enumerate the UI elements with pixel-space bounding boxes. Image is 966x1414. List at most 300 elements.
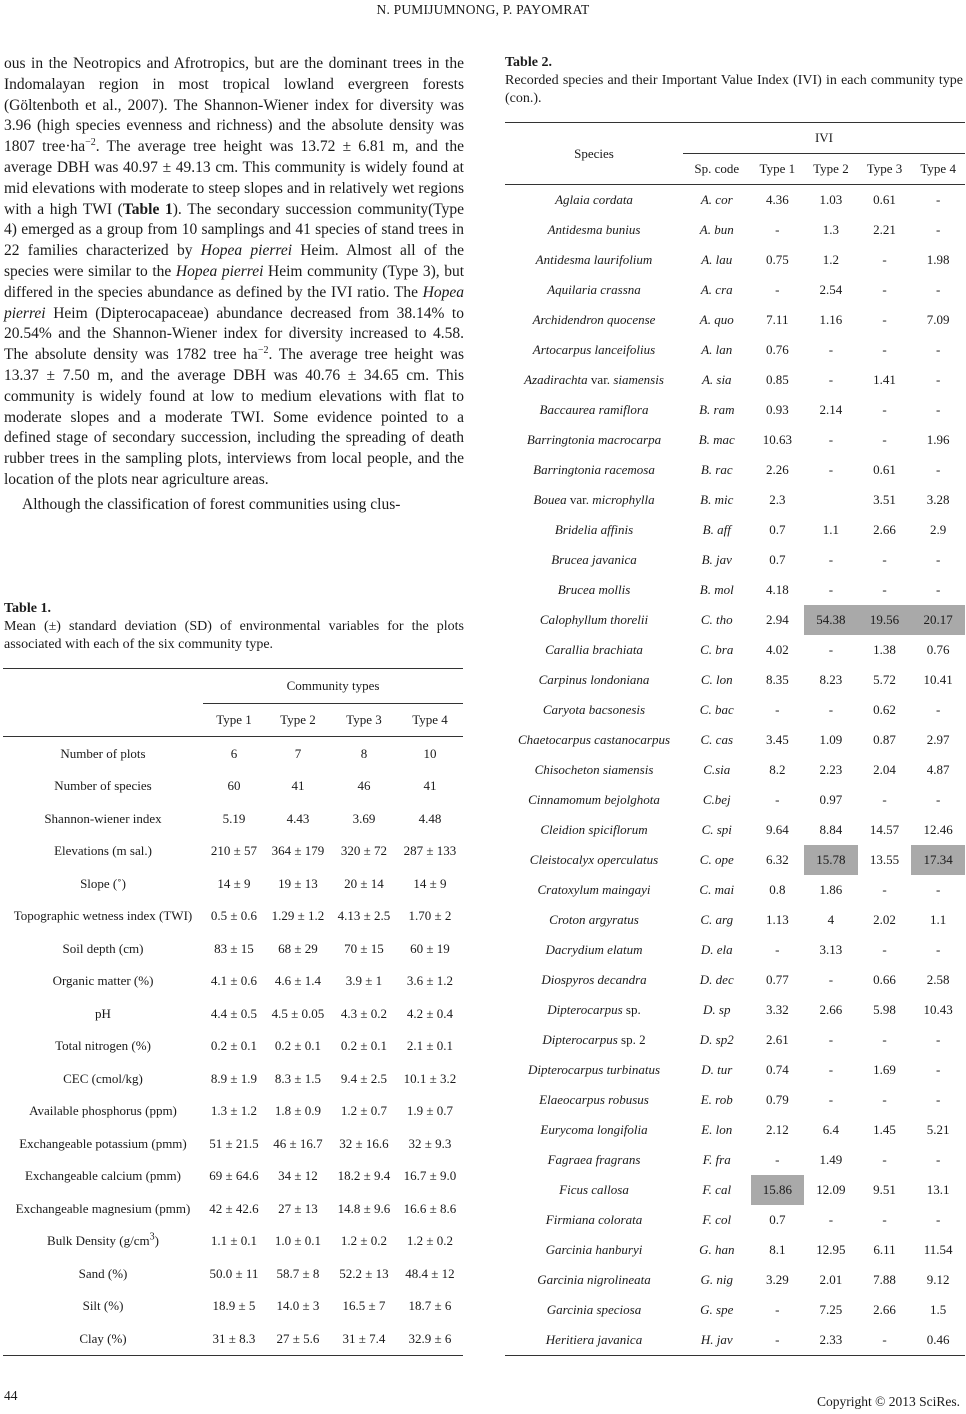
table1-row — [3, 1192, 463, 1225]
table2-row — [505, 245, 965, 275]
table1-group-header: Community types — [203, 669, 463, 704]
table1-value-cell: 16.5 ± 7 — [342, 1298, 386, 1314]
table2-species-cell — [505, 515, 683, 545]
table2-species-cell — [505, 1055, 683, 1085]
table2-label: Table 2. — [505, 55, 552, 70]
table2-code-cell: B. aff — [702, 522, 731, 537]
table2-ivi-cell: 9.51 — [873, 1182, 896, 1197]
table1-body — [3, 737, 463, 1356]
table2-ivi-cell: - — [882, 792, 887, 807]
table1 — [3, 668, 463, 1356]
table2-species-cell — [505, 695, 683, 725]
table2-code-cell: C. lon — [700, 672, 733, 687]
table2-ivi-cell: 11.54 — [923, 1242, 953, 1257]
table2-species-cell — [505, 605, 683, 635]
table2-species-name: var. — [566, 492, 593, 507]
table1-value-cell: 14 ± 9 — [413, 875, 447, 891]
table2-ivi-cell: - — [882, 1092, 887, 1107]
table2-species-name: Cinnamomum bejolghota — [528, 792, 660, 807]
table2-species-name: Fagraea fragrans — [547, 1152, 641, 1167]
table1-value-cell: 16.7 ± 9.0 — [403, 1168, 457, 1184]
table1-value-cell: 320 ± 72 — [340, 843, 388, 859]
table2-species-name: Heritiera javanica — [545, 1332, 643, 1347]
table1-variable-cell — [3, 997, 203, 1030]
table1-value-cell: 5.19 — [222, 810, 246, 826]
table2-ivi-cell: 8.35 — [765, 672, 789, 687]
table2-ivi-cell: 1.41 — [873, 372, 896, 387]
table1-variable-tail: ) — [154, 1233, 159, 1249]
table1-value-cell: 69 ± 64.6 — [209, 1168, 259, 1184]
table2-ivi-cell: 2.94 — [765, 612, 789, 627]
table2-code-header: Sp. code — [683, 154, 751, 185]
table2-species-cell — [505, 665, 683, 695]
table2-species-name: var. — [587, 372, 614, 387]
table2-code-cell: C. cas — [700, 732, 733, 747]
table1-value-cell: 4.3 ± 0.2 — [340, 1005, 388, 1021]
table2-ivi-cell: - — [882, 252, 887, 267]
table2-ivi-cell: 1.96 — [926, 432, 950, 447]
table2-ivi-cell: 2.04 — [873, 762, 896, 777]
table2-code-cell: C. tho — [700, 612, 733, 627]
table1-variable-name: Number of plots — [60, 745, 146, 761]
table1-value-cell: 8.9 ± 1.9 — [210, 1070, 258, 1086]
table2-ivi-cell: 2.33 — [804, 1325, 858, 1356]
table1-row — [3, 1160, 463, 1193]
table2-ivi-cell: - — [882, 282, 887, 297]
table2-species-name: Garcinia speciosa — [546, 1302, 642, 1317]
table2-row — [505, 1025, 965, 1055]
table2-type-header: Type 2 — [804, 154, 858, 185]
table1-value-cell: 18.2 ± 9.4 — [337, 1168, 391, 1184]
table2-species-cell — [505, 1175, 683, 1205]
table1-row — [3, 802, 463, 835]
table2-species-name: microphylla — [592, 492, 655, 507]
table2-row — [505, 605, 965, 635]
table2-ivi-cell: 0.8 — [769, 882, 786, 897]
table2-species-cell — [505, 785, 683, 815]
table2-ivi-cell: 1.69 — [873, 1062, 896, 1077]
table1-caption: Mean (±) standard deviation (SD) of environmental variables for the plots associated with each of the six community type. — [4, 619, 464, 652]
table2-row — [505, 1115, 965, 1145]
table2-species-cell — [505, 575, 683, 605]
table2-ivi-cell: 0.62 — [873, 702, 896, 717]
text-run: Hopea pierrei — [175, 262, 264, 280]
table2-row — [505, 335, 965, 365]
table2-ivi-cell: 12.95 — [816, 1242, 846, 1257]
table2-ivi-cell: - — [936, 1092, 941, 1107]
table1-value-cell: 83 ± 15 — [214, 940, 254, 956]
table2-ivi-cell: - — [775, 222, 780, 237]
table2-ivi-cell: - — [828, 702, 834, 717]
table1-value-cell: 4.13 ± 2.5 — [337, 908, 391, 924]
table2-ivi-cell: 4 — [827, 912, 835, 927]
table2-species-cell — [505, 1325, 683, 1356]
table2-species-name: Caryota bacsonesis — [542, 702, 646, 717]
table1-variable-name: Sand (%) — [78, 1265, 128, 1281]
table2-ivi-cell: - — [882, 582, 887, 597]
table1-row — [3, 900, 463, 933]
table1-variable-cell — [3, 1257, 203, 1290]
table1-variable-name: Exchangeable potassium (pmm) — [19, 1135, 187, 1151]
table2-species-name: Chaetocarpus castanocarpus — [517, 732, 671, 747]
table1-value-cell: 19 ± 13 — [278, 875, 318, 891]
table2-code-cell: D. dec — [699, 972, 734, 987]
table1-value-cell: 6 — [230, 745, 238, 761]
table2-ivi-cell: 2.12 — [765, 1122, 789, 1137]
table2-species-name: Antidesma bunius — [547, 222, 641, 237]
table2-ivi-cell: 0.7 — [769, 1212, 786, 1227]
table1-variable-name: Soil depth (cm) — [62, 940, 144, 956]
table1-value-cell: 32.9 ± 6 — [397, 1322, 463, 1355]
table2-species-cell — [505, 455, 683, 485]
table1-variable-cell — [3, 900, 203, 933]
table2-ivi-cell: 15.78 — [804, 845, 858, 875]
table1-variable-name: Exchangeable magnesium (pmm) — [15, 1200, 191, 1216]
table2-code-cell: A. cra — [700, 282, 733, 297]
table2-ivi-cell: 3.28 — [926, 492, 950, 507]
table2-species-name: Cleidion spiciflorum — [540, 822, 648, 837]
table2-ivi-cell: - — [882, 312, 887, 327]
table2-ivi-cell: 14.57 — [869, 822, 900, 837]
table1-value-cell: 8.3 ± 1.5 — [274, 1070, 322, 1086]
table2-code-cell: B. ram — [699, 402, 735, 417]
table1-type-header: Type 2 — [265, 704, 331, 737]
table2-ivi-cell: - — [882, 942, 887, 957]
table2-ivi-cell: - — [828, 1062, 834, 1077]
table2-ivi-cell: 5.72 — [873, 672, 896, 687]
table1-row — [3, 932, 463, 965]
table2-ivi-cell: 13.55 — [869, 852, 900, 867]
table2-code-cell: C. ope — [699, 852, 734, 867]
table2-ivi-cell: 1.49 — [819, 1152, 843, 1167]
table2-species-name: Aglaia cordata — [555, 192, 633, 207]
table2-ivi-cell: 5.21 — [926, 1122, 950, 1137]
table2-species-name: Dipterocarpus turbinatus — [527, 1062, 661, 1077]
table2-row — [505, 425, 965, 455]
table2-species-name: Garcinia nigrolineata — [537, 1272, 651, 1287]
table2-species-name: Carallia brachiata — [545, 642, 643, 657]
table1-value-cell: 70 ± 15 — [344, 940, 384, 956]
table2-species-name: Bouea — [533, 492, 567, 507]
table2-ivi-cell: 12.09 — [816, 1182, 846, 1197]
table2-row — [505, 305, 965, 335]
table1-row — [3, 770, 463, 803]
table1-row — [3, 1127, 463, 1160]
table2-ivi-cell: 3.51 — [873, 492, 896, 507]
table2-species-name: Garcinia hanburyi — [545, 1242, 643, 1257]
copyright-notice: Copyright © 2013 SciRes. — [816, 1394, 960, 1409]
table2-ivi-cell: 10.63 — [762, 432, 792, 447]
table1-row — [3, 997, 463, 1030]
table2-code-cell: G. spe — [700, 1302, 734, 1317]
table2-ivi-cell: - — [828, 1092, 834, 1107]
table2-ivi-cell: - — [882, 402, 887, 417]
table1-variable-name: Available phosphorus (ppm) — [29, 1103, 177, 1119]
table2-species-name: Barringtonia racemosa — [533, 462, 655, 477]
table1-value-cell: 31 ± 8.3 — [203, 1322, 265, 1355]
table2-species-name: Antidesma laurifolium — [535, 252, 653, 267]
table2-code-cell: C.sia — [703, 762, 731, 777]
table1-variable-name: Silt (%) — [82, 1298, 124, 1314]
table1-value-cell: 42 ± 42.6 — [209, 1200, 259, 1216]
table2-body — [505, 185, 965, 1356]
table2-ivi-cell: 0.61 — [873, 192, 896, 207]
table2-code-cell: E. rob — [700, 1092, 733, 1107]
table2-code-cell: B. rac — [700, 462, 733, 477]
table2-ivi-cell: - — [936, 1062, 941, 1077]
table2-caption: Recorded species and their Important Value Index (IVI) in each community type (con.). — [505, 73, 963, 106]
table2-ivi-cell: - — [751, 1325, 805, 1356]
table2-ivi-cell: - — [936, 882, 941, 897]
body-paragraph: Although the classification of forest communities using clus- — [22, 495, 401, 513]
table2-species-cell — [505, 1205, 683, 1235]
table1-value-cell: 20 ± 14 — [344, 875, 384, 891]
table2-species-cell — [505, 905, 683, 935]
table2-code-cell: D. sp2 — [699, 1032, 734, 1047]
table1-value-cell: 50.0 ± 11 — [209, 1265, 259, 1281]
table2-ivi-cell: 1.38 — [873, 642, 896, 657]
table2-species-cell — [505, 245, 683, 275]
table2 — [505, 122, 965, 1356]
table2-ivi-cell: - — [882, 882, 887, 897]
table2-ivi-cell: 1.45 — [873, 1122, 896, 1137]
left-column — [4, 54, 465, 652]
table1-variable-cell — [3, 737, 203, 770]
table1-value-cell: 4.1 ± 0.6 — [210, 973, 258, 989]
table2-ivi-cell: - — [882, 432, 887, 447]
table2-type-header: Type 4 — [911, 154, 965, 185]
text-run: Hopea pierrei — [4, 283, 464, 322]
table2-row — [505, 755, 965, 785]
table2-ivi-cell: - — [882, 342, 887, 357]
table2-ivi-cell: - — [775, 702, 780, 717]
table1-variable-name: Shannon-wiener index — [44, 810, 162, 826]
table2-species-name: Cleistocalyx operculatus — [529, 852, 659, 867]
page-number: 44 — [4, 1388, 18, 1403]
table1-variable-name: Total nitrogen (%) — [55, 1038, 151, 1054]
table1-variable-name: Bulk Density (g/cm — [47, 1233, 150, 1249]
table1-value-cell: 1.70 ± 2 — [408, 908, 452, 924]
table2-ivi-cell: - — [936, 372, 941, 387]
table2-ivi-cell: 2.3 — [769, 492, 786, 507]
table1-row — [3, 1322, 463, 1355]
table2-row — [505, 515, 965, 545]
table1-variable-cell — [3, 802, 203, 835]
table2-ivi-cell — [804, 485, 858, 515]
table1-variable-cell — [3, 1062, 203, 1095]
table2-species-cell — [505, 725, 683, 755]
table2-code-cell: B. mol — [699, 582, 734, 597]
table1-value-cell: 3.9 ± 1 — [345, 973, 383, 989]
table2-species-cell — [505, 1235, 683, 1265]
table2-row — [505, 1295, 965, 1325]
table2-ivi-cell: 0.76 — [765, 342, 789, 357]
table2-ivi-cell: - — [828, 462, 834, 477]
table2-ivi-cell: 0.75 — [765, 252, 789, 267]
table2-ivi-cell: - — [828, 342, 834, 357]
table2-code-cell: H. jav — [683, 1325, 751, 1356]
table2-ivi-cell: 1.86 — [819, 882, 843, 897]
table2-ivi-cell: 4.02 — [765, 642, 789, 657]
table1-value-cell: 41 — [291, 778, 305, 794]
table2-code-cell: C. mai — [699, 882, 735, 897]
table2-species-name: Ficus callosa — [559, 1182, 629, 1197]
table1-value-cell: 210 ± 57 — [210, 843, 258, 859]
table1-value-cell: 52.2 ± 13 — [339, 1265, 389, 1281]
table2-ivi-cell: - — [882, 1032, 887, 1047]
table1-variable-cell — [3, 835, 203, 868]
table1-value-cell: 4.2 ± 0.4 — [406, 1005, 454, 1021]
table2-ivi-cell: 2.58 — [926, 972, 950, 987]
table2-species-name: sp. 2 — [617, 1032, 646, 1047]
table1-type-header: Type 1 — [203, 704, 265, 737]
table2-row — [505, 275, 965, 305]
table2-ivi-cell: 5.98 — [873, 1002, 896, 1017]
table2-species-name: siamensis — [613, 372, 664, 387]
table2-ivi-cell: 2.66 — [873, 522, 896, 537]
table2-ivi-cell: 19.56 — [858, 605, 912, 635]
table2-row — [505, 725, 965, 755]
table2-species-name: Elaeocarpus robusus — [539, 1092, 649, 1107]
table2-ivi-cell: 13.1 — [926, 1182, 950, 1197]
table1-variable-name: Elevations (m sal.) — [54, 843, 152, 859]
table2-ivi-cell: - — [936, 582, 941, 597]
table2-ivi-cell: - — [828, 1212, 834, 1227]
table1-variable-cell — [3, 1030, 203, 1063]
table2-row — [505, 785, 965, 815]
table2-code-cell: G. han — [699, 1242, 735, 1257]
table2-ivi-cell: - — [858, 1325, 912, 1356]
table2-ivi-cell: 7.11 — [766, 312, 789, 327]
table1-value-cell: 46 ± 16.7 — [273, 1135, 323, 1151]
table1-value-cell: 27 ± 13 — [278, 1200, 318, 1216]
table2-species-header: Species — [505, 123, 683, 185]
table2-row — [505, 665, 965, 695]
table1-row — [3, 1225, 463, 1258]
table1-value-cell: 10 — [423, 745, 437, 761]
table1-value-cell: 0.5 ± 0.6 — [210, 908, 258, 924]
table2-row — [505, 965, 965, 995]
table2-ivi-cell: 3.13 — [819, 942, 843, 957]
table1-value-cell: 9.4 ± 2.5 — [340, 1070, 388, 1086]
table2-code-cell: A. sia — [701, 372, 732, 387]
text-run: Heim community (Type 3), but differed in the species abundance as defined by the IVI ratio. The — [4, 262, 465, 301]
table2-ivi-cell: 0.93 — [765, 402, 789, 417]
table1-value-cell: 8 — [360, 745, 368, 761]
table2-row — [505, 365, 965, 395]
table2-ivi-cell: 6.32 — [765, 852, 789, 867]
table2-species-cell — [505, 185, 683, 216]
table1-value-cell: 1.2 ± 0.2 — [406, 1233, 454, 1249]
table1-variable-cell — [3, 1225, 203, 1258]
table1-variable-cell — [3, 1095, 203, 1128]
table2-ivi-cell: 10.41 — [923, 672, 953, 687]
table1-value-cell: 18.7 ± 6 — [408, 1298, 452, 1314]
table2-species-cell — [505, 1025, 683, 1055]
table1-value-cell: 4.5 ± 0.05 — [271, 1005, 325, 1021]
table1-type-header: Type 4 — [397, 704, 463, 737]
table2-ivi-cell: 1.03 — [819, 192, 843, 207]
table2-code-cell: C. spi — [701, 822, 732, 837]
table2-species-cell — [505, 875, 683, 905]
table2-code-cell: F. col — [702, 1212, 732, 1227]
table1-row — [3, 1095, 463, 1128]
text-run: Heim. Almost all of the species were similar to the — [4, 242, 464, 280]
table2-species-name: Archidendron quocense — [532, 312, 656, 327]
table2-ivi-cell: - — [936, 342, 941, 357]
table2-row — [505, 875, 965, 905]
table2-ivi-cell: - — [936, 282, 941, 297]
table2-species-cell — [505, 1115, 683, 1145]
table1-value-cell: 364 ± 179 — [271, 843, 325, 859]
table2-row — [505, 1325, 965, 1356]
table2-row — [505, 995, 965, 1025]
table1-row — [3, 867, 463, 900]
table2-code-cell: G. nig — [700, 1272, 733, 1287]
table1-variable-cell — [3, 867, 203, 900]
table2-species-name: Artocarpus lanceifolius — [532, 342, 656, 357]
table1-value-cell: 2.1 ± 0.1 — [406, 1038, 454, 1054]
table2-ivi-cell: 2.02 — [873, 912, 896, 927]
table2-ivi-cell: 8.1 — [769, 1242, 786, 1257]
table2-ivi-cell: - — [936, 552, 941, 567]
table1-variable-cell — [3, 1322, 203, 1355]
text-run: . The average tree height was 13.37 ± 7.50 m, and the average DBH was 40.76 ± 34.65 cm. This community is widely found at low to medium elevations with flat to moderate slopes and a moderate TWI. Some evidence pointed to a defined stage of secondary succession, including the spreading of death rubber trees in the sampling plots, interviews from local people, and the location of the plots near agriculture areas. — [4, 346, 464, 488]
table2-ivi-cell: 1.3 — [822, 222, 840, 237]
table2-code-cell: B. jav — [701, 552, 732, 567]
table1-value-cell: 4.48 — [418, 810, 442, 826]
table1-variable-name: Organic matter (%) — [52, 973, 154, 989]
table1-value-cell: 1.8 ± 0.9 — [274, 1103, 322, 1119]
table1-value-cell: 31 ± 7.4 — [331, 1322, 397, 1355]
table2-ivi-cell: 2.61 — [765, 1032, 789, 1047]
table2-code-cell: F. cal — [702, 1182, 732, 1197]
table2-ivi-cell: - — [936, 402, 941, 417]
body-paragraph — [4, 54, 464, 491]
table2-ivi-cell: 2.14 — [819, 402, 843, 417]
table2-ivi-cell: 54.38 — [804, 605, 858, 635]
table2-species-cell — [505, 995, 683, 1025]
table1-variable-cell — [3, 1290, 203, 1323]
table2-ivi-cell: 2.23 — [819, 762, 843, 777]
table2-ivi-cell: - — [828, 552, 834, 567]
table2-ivi-cell: 7.09 — [926, 312, 950, 327]
table2-code-cell: C. arg — [700, 912, 734, 927]
text-run: ). The secondary succession community(Type 4) emerged as a group from 10 samplings and 41 species of stand trees in 22 families characterized by — [4, 200, 464, 260]
table1-value-cell: 7 — [294, 745, 302, 761]
table1-variable-name: Slope (˚) — [80, 875, 126, 891]
table2-row — [505, 935, 965, 965]
text-run: . The average tree height was 13.72 ± 6.81 m, and the average DBH was 40.97 ± 49.13 cm. This community is widely found at mid elevations with moderate to steep slopes and in relatively wet regions with a high TWI ( — [4, 138, 464, 218]
table1-value-cell: 4.4 ± 0.5 — [210, 1005, 258, 1021]
table2-ivi-cell: 4.87 — [926, 762, 950, 777]
table2-ivi-cell: - — [775, 942, 780, 957]
table2-row — [505, 845, 965, 875]
table1-value-cell: 0.2 ± 0.1 — [340, 1038, 388, 1054]
table1-value-cell: 46 — [357, 778, 371, 794]
table2-row — [505, 455, 965, 485]
table2-species-name: sp. — [622, 1002, 641, 1017]
table2-ivi-cell: 4.18 — [765, 582, 789, 597]
table1-label: Table 1. — [4, 601, 51, 616]
table2-ivi-cell: - — [775, 1302, 780, 1317]
table1-value-cell: 1.1 ± 0.1 — [210, 1233, 258, 1249]
table1-value-cell: 1.2 ± 0.2 — [340, 1233, 388, 1249]
table2-species-cell — [505, 755, 683, 785]
table2-ivi-cell: 3.45 — [765, 732, 789, 747]
table1-variable-name: pH — [95, 1005, 111, 1021]
text-run: Heim (Dipterocapaceae) abundance decreased from 38.14% to 20.54% and the Shannon-Wiener index for diversity increased to 4.58. The absolute density was 1782 tree ha — [4, 304, 464, 364]
